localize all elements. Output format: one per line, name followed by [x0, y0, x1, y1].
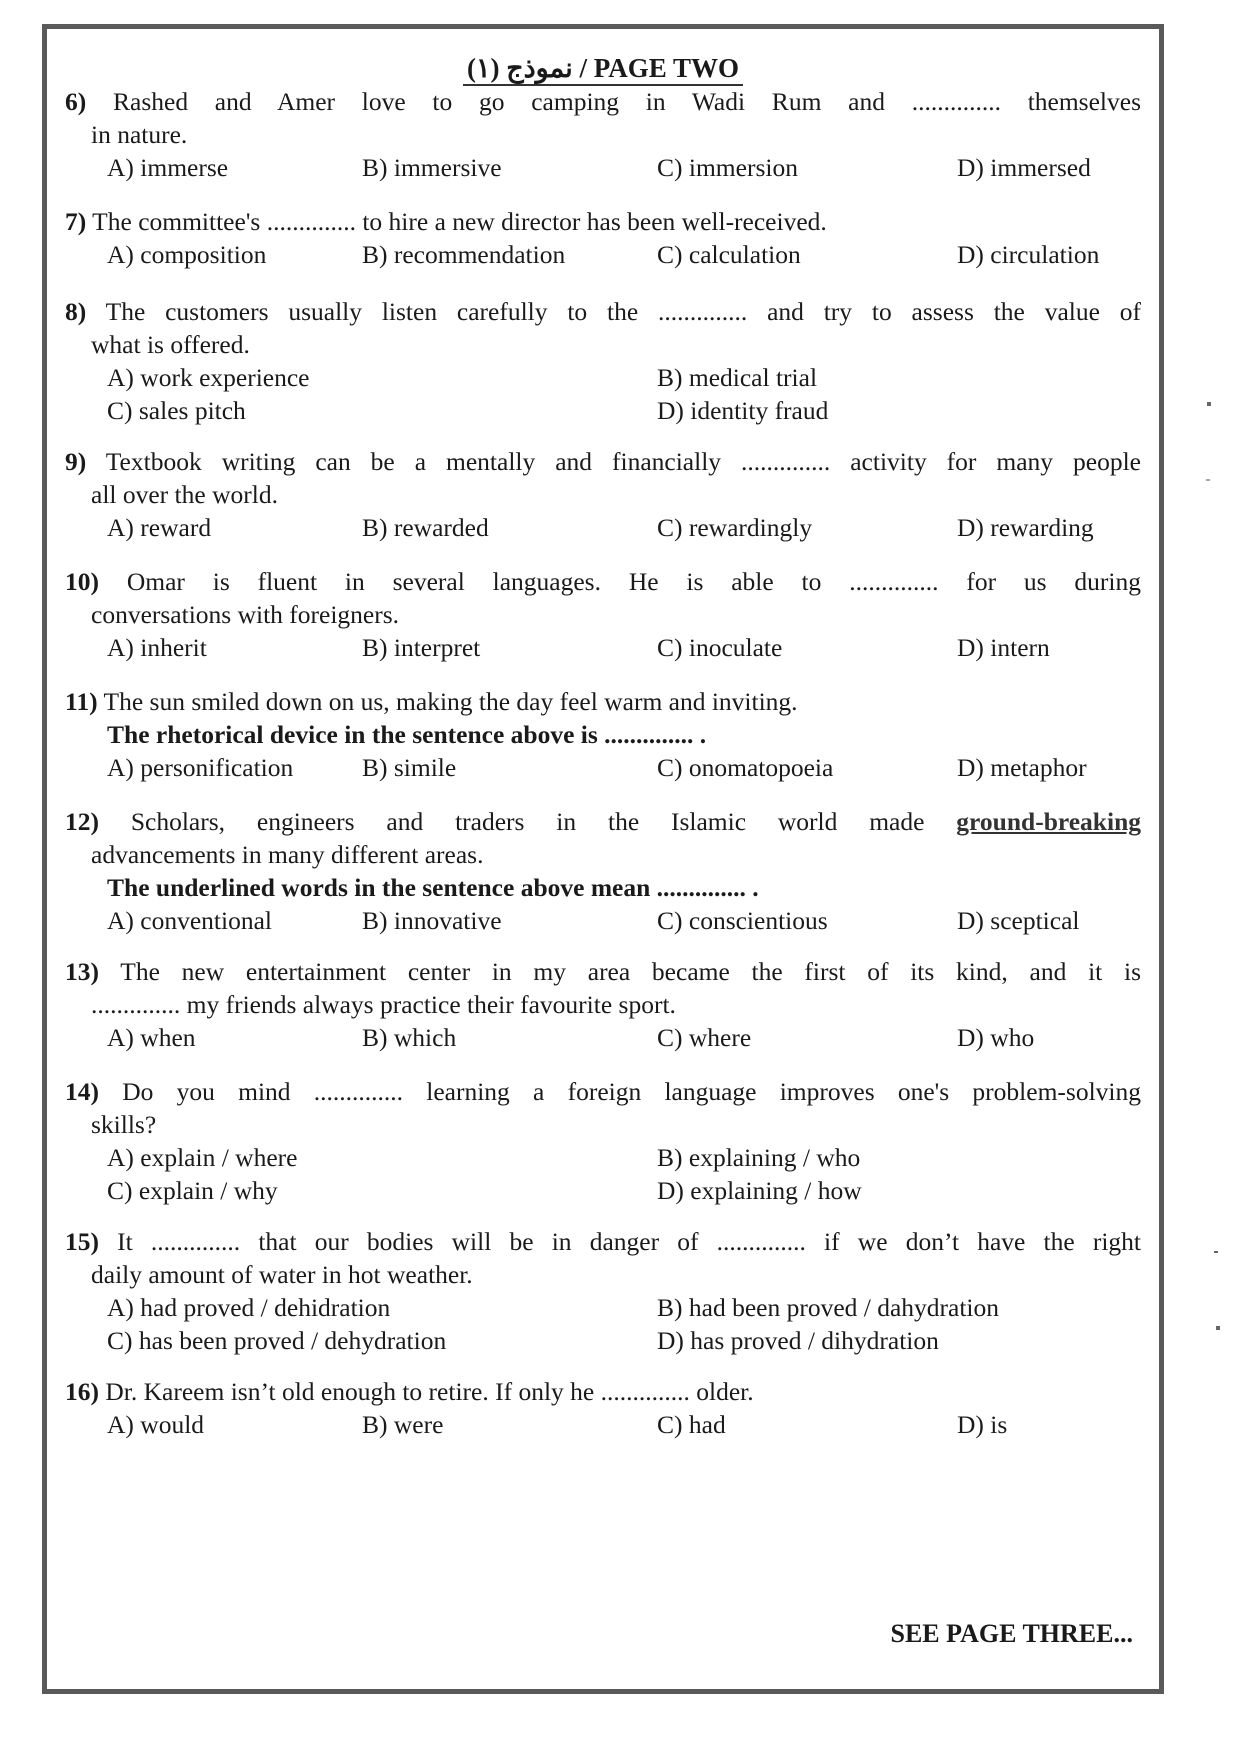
question-text-cont: in nature. — [91, 120, 188, 149]
scan-speck — [1214, 1251, 1218, 1253]
options — [65, 1141, 1141, 1174]
question-stem — [65, 1075, 1141, 1108]
option-a[interactable]: A) when — [107, 1023, 196, 1052]
question-number: 13) — [65, 957, 99, 986]
option-c[interactable]: C) has been proved / dehydration — [107, 1326, 447, 1355]
question-number: 8) — [65, 297, 87, 326]
question-stem — [65, 445, 1141, 478]
option-d[interactable]: D) identity fraud — [657, 396, 829, 425]
option-d[interactable]: D) explaining / how — [657, 1176, 862, 1205]
option-c[interactable]: C) inoculate — [657, 633, 783, 662]
options — [65, 511, 1141, 544]
option-c[interactable]: C) conscientious — [657, 906, 828, 935]
question-number: 10) — [65, 567, 99, 596]
option-b[interactable]: B) were — [362, 1410, 444, 1439]
option-b[interactable]: B) simile — [362, 753, 457, 782]
question-text: Scholars, engineers and traders in the Islamic world made — [130, 807, 925, 836]
options — [65, 238, 1141, 271]
option-b[interactable]: B) immersive — [362, 153, 502, 182]
option-a[interactable]: A) conventional — [107, 906, 272, 935]
option-d[interactable]: D) metaphor — [957, 753, 1087, 782]
question-6 — [65, 85, 1141, 184]
option-b[interactable]: B) which — [362, 1023, 457, 1052]
question-number: 11) — [65, 687, 98, 716]
question-number: 7) — [65, 207, 87, 236]
option-b[interactable]: B) medical trial — [657, 363, 818, 392]
option-a[interactable]: A) inherit — [107, 633, 207, 662]
question-text: The new entertainment center in my area became the first of its kind, and it is — [120, 957, 1141, 986]
option-b[interactable]: B) interpret — [362, 633, 481, 662]
question-text-cont: .............. my friends always practice their favourite sport. — [91, 990, 676, 1019]
option-d[interactable]: D) circulation — [957, 240, 1100, 269]
option-a[interactable]: A) immerse — [107, 153, 229, 182]
question-stem — [65, 565, 1141, 598]
question-text: Do you mind .............. learning a foreign language improves one's problem-solving — [122, 1077, 1141, 1106]
question-text-cont: conversations with foreigners. — [91, 600, 400, 629]
question-16 — [65, 1375, 1141, 1441]
option-c[interactable]: C) sales pitch — [107, 396, 246, 425]
question-stem — [65, 955, 1141, 988]
option-a[interactable]: A) explain / where — [107, 1143, 298, 1172]
question-text: The committee's .............. to hire a new director has been well-received. — [92, 207, 827, 236]
options — [65, 151, 1141, 184]
question-13 — [65, 955, 1141, 1054]
option-d[interactable]: D) is — [957, 1410, 1008, 1439]
question-text: It .............. that our bodies will be in danger of .............. if we don’t have the right — [117, 1227, 1142, 1256]
option-b[interactable]: B) rewarded — [362, 513, 489, 542]
question-text-cont: what is offered. — [91, 330, 250, 359]
options — [65, 631, 1141, 664]
question-stem — [65, 205, 1141, 238]
question-number: 9) — [65, 447, 87, 476]
underlined-word: ground-breaking — [956, 807, 1141, 836]
options — [65, 1324, 1141, 1357]
question-text-cont: skills? — [91, 1110, 157, 1139]
question-text: Rashed and Amer love to go camping in Wadi Rum and .............. themselves — [113, 87, 1142, 116]
question-number: 15) — [65, 1227, 99, 1256]
question-instruction: The underlined words in the sentence above mean .............. . — [107, 873, 759, 902]
option-a[interactable]: A) work experience — [107, 363, 310, 392]
option-a[interactable]: A) had proved / dehidration — [107, 1293, 391, 1322]
question-11 — [65, 685, 1141, 784]
option-d[interactable]: D) sceptical — [957, 906, 1080, 935]
question-15 — [65, 1225, 1141, 1357]
option-d[interactable]: D) who — [957, 1023, 1035, 1052]
question-text-cont: all over the world. — [91, 480, 278, 509]
question-number: 12) — [65, 807, 99, 836]
option-b[interactable]: B) innovative — [362, 906, 502, 935]
question-8 — [65, 295, 1141, 427]
options — [65, 904, 1141, 937]
question-stem — [65, 805, 1141, 838]
page-frame — [42, 24, 1164, 1694]
option-a[interactable]: A) would — [107, 1410, 205, 1439]
question-text-cont: advancements in many different areas. — [91, 840, 484, 869]
question-10 — [65, 565, 1141, 664]
options — [65, 361, 1141, 394]
option-c[interactable]: C) immersion — [657, 153, 798, 182]
option-b[interactable]: B) recommendation — [362, 240, 566, 269]
question-number: 14) — [65, 1077, 99, 1106]
question-number: 6) — [65, 87, 87, 116]
scan-speck — [1206, 479, 1210, 481]
option-c[interactable]: C) explain / why — [107, 1176, 278, 1205]
option-c[interactable]: C) had — [657, 1410, 726, 1439]
question-stem — [65, 1375, 1141, 1408]
option-a[interactable]: A) reward — [107, 513, 212, 542]
page-title — [47, 53, 1159, 84]
options — [65, 394, 1141, 427]
question-stem — [65, 685, 1141, 718]
scan-speck — [1207, 402, 1211, 406]
question-stem — [65, 295, 1141, 328]
question-number: 16) — [65, 1377, 99, 1406]
question-7 — [65, 205, 1141, 271]
option-c[interactable]: C) where — [657, 1023, 752, 1052]
question-text: Omar is fluent in several languages. He is able to .............. for us during — [126, 567, 1141, 596]
option-a[interactable]: A) personification — [107, 753, 294, 782]
question-text: The sun smiled down on us, making the day feel warm and inviting. — [103, 687, 798, 716]
page-title-text: (١) نموذج / PAGE TWO — [463, 53, 743, 86]
question-text-cont: daily amount of water in hot weather. — [91, 1260, 473, 1289]
options — [65, 1021, 1141, 1054]
option-b[interactable]: B) had been proved / dahydration — [657, 1293, 1000, 1322]
option-d[interactable]: D) immersed — [957, 153, 1091, 182]
see-next-page-note: SEE PAGE THREE... — [890, 1619, 1133, 1648]
options — [65, 751, 1141, 784]
option-d[interactable]: D) rewarding — [957, 513, 1094, 542]
options — [65, 1174, 1141, 1207]
scan-speck — [1216, 1326, 1220, 1330]
question-stem — [65, 1225, 1141, 1258]
option-b[interactable]: B) explaining / who — [657, 1143, 861, 1172]
question-text: The customers usually listen carefully to the .............. and try to assess the value of — [105, 297, 1141, 326]
question-instruction: The rhetorical device in the sentence above is .............. . — [107, 720, 707, 749]
question-text: Textbook writing can be a mentally and financially .............. activity for many people — [105, 447, 1141, 476]
option-c[interactable]: C) rewardingly — [657, 513, 813, 542]
question-text: Dr. Kareem isn’t old enough to retire. If only he .............. older. — [105, 1377, 754, 1406]
question-12 — [65, 805, 1141, 937]
option-a[interactable]: A) composition — [107, 240, 267, 269]
options — [65, 1408, 1141, 1441]
options — [65, 1291, 1141, 1324]
question-14 — [65, 1075, 1141, 1207]
option-c[interactable]: C) onomatopoeia — [657, 753, 834, 782]
option-d[interactable]: D) has proved / dihydration — [657, 1326, 939, 1355]
question-9 — [65, 445, 1141, 544]
question-stem — [65, 85, 1141, 118]
option-d[interactable]: D) intern — [957, 633, 1050, 662]
option-c[interactable]: C) calculation — [657, 240, 801, 269]
